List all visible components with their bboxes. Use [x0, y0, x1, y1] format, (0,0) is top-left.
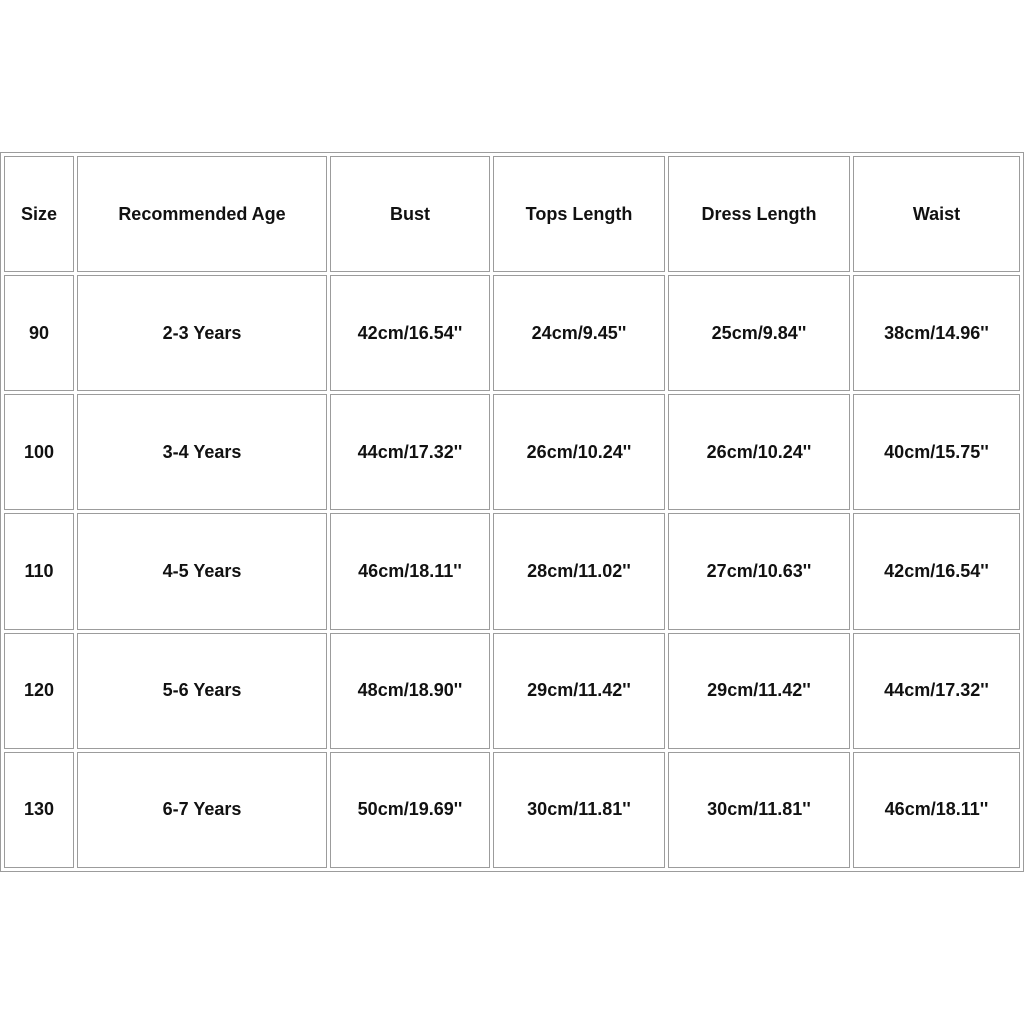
cell-dress-length: 26cm/10.24''	[668, 394, 850, 510]
cell-waist: 38cm/14.96''	[853, 275, 1020, 391]
cell-waist: 46cm/18.11''	[853, 752, 1020, 868]
cell-tops-length: 26cm/10.24''	[493, 394, 665, 510]
cell-waist: 42cm/16.54''	[853, 513, 1020, 629]
header-dress-length: Dress Length	[668, 156, 850, 272]
cell-bust: 50cm/19.69''	[330, 752, 490, 868]
cell-size: 90	[4, 275, 74, 391]
header-waist: Waist	[853, 156, 1020, 272]
cell-waist: 40cm/15.75''	[853, 394, 1020, 510]
cell-bust: 44cm/17.32''	[330, 394, 490, 510]
cell-recommended-age: 5-6 Years	[77, 633, 327, 749]
size-chart-table	[0, 152, 1024, 872]
cell-tops-length: 30cm/11.81''	[493, 752, 665, 868]
cell-recommended-age: 3-4 Years	[77, 394, 327, 510]
header-tops-length: Tops Length	[493, 156, 665, 272]
header-row	[4, 156, 1020, 272]
cell-tops-length: 24cm/9.45''	[493, 275, 665, 391]
header-size: Size	[4, 156, 74, 272]
cell-tops-length: 28cm/11.02''	[493, 513, 665, 629]
cell-recommended-age: 4-5 Years	[77, 513, 327, 629]
cell-size: 130	[4, 752, 74, 868]
cell-waist: 44cm/17.32''	[853, 633, 1020, 749]
table-row	[4, 752, 1020, 868]
cell-dress-length: 27cm/10.63''	[668, 513, 850, 629]
cell-bust: 42cm/16.54''	[330, 275, 490, 391]
table-row	[4, 633, 1020, 749]
cell-tops-length: 29cm/11.42''	[493, 633, 665, 749]
table-row	[4, 394, 1020, 510]
cell-dress-length: 29cm/11.42''	[668, 633, 850, 749]
cell-dress-length: 30cm/11.81''	[668, 752, 850, 868]
cell-dress-length: 25cm/9.84''	[668, 275, 850, 391]
header-recommended-age: Recommended Age	[77, 156, 327, 272]
cell-size: 100	[4, 394, 74, 510]
cell-recommended-age: 2-3 Years	[77, 275, 327, 391]
cell-size: 110	[4, 513, 74, 629]
header-bust: Bust	[330, 156, 490, 272]
cell-bust: 46cm/18.11''	[330, 513, 490, 629]
table-row	[4, 275, 1020, 391]
cell-recommended-age: 6-7 Years	[77, 752, 327, 868]
table-row	[4, 513, 1020, 629]
cell-bust: 48cm/18.90''	[330, 633, 490, 749]
cell-size: 120	[4, 633, 74, 749]
